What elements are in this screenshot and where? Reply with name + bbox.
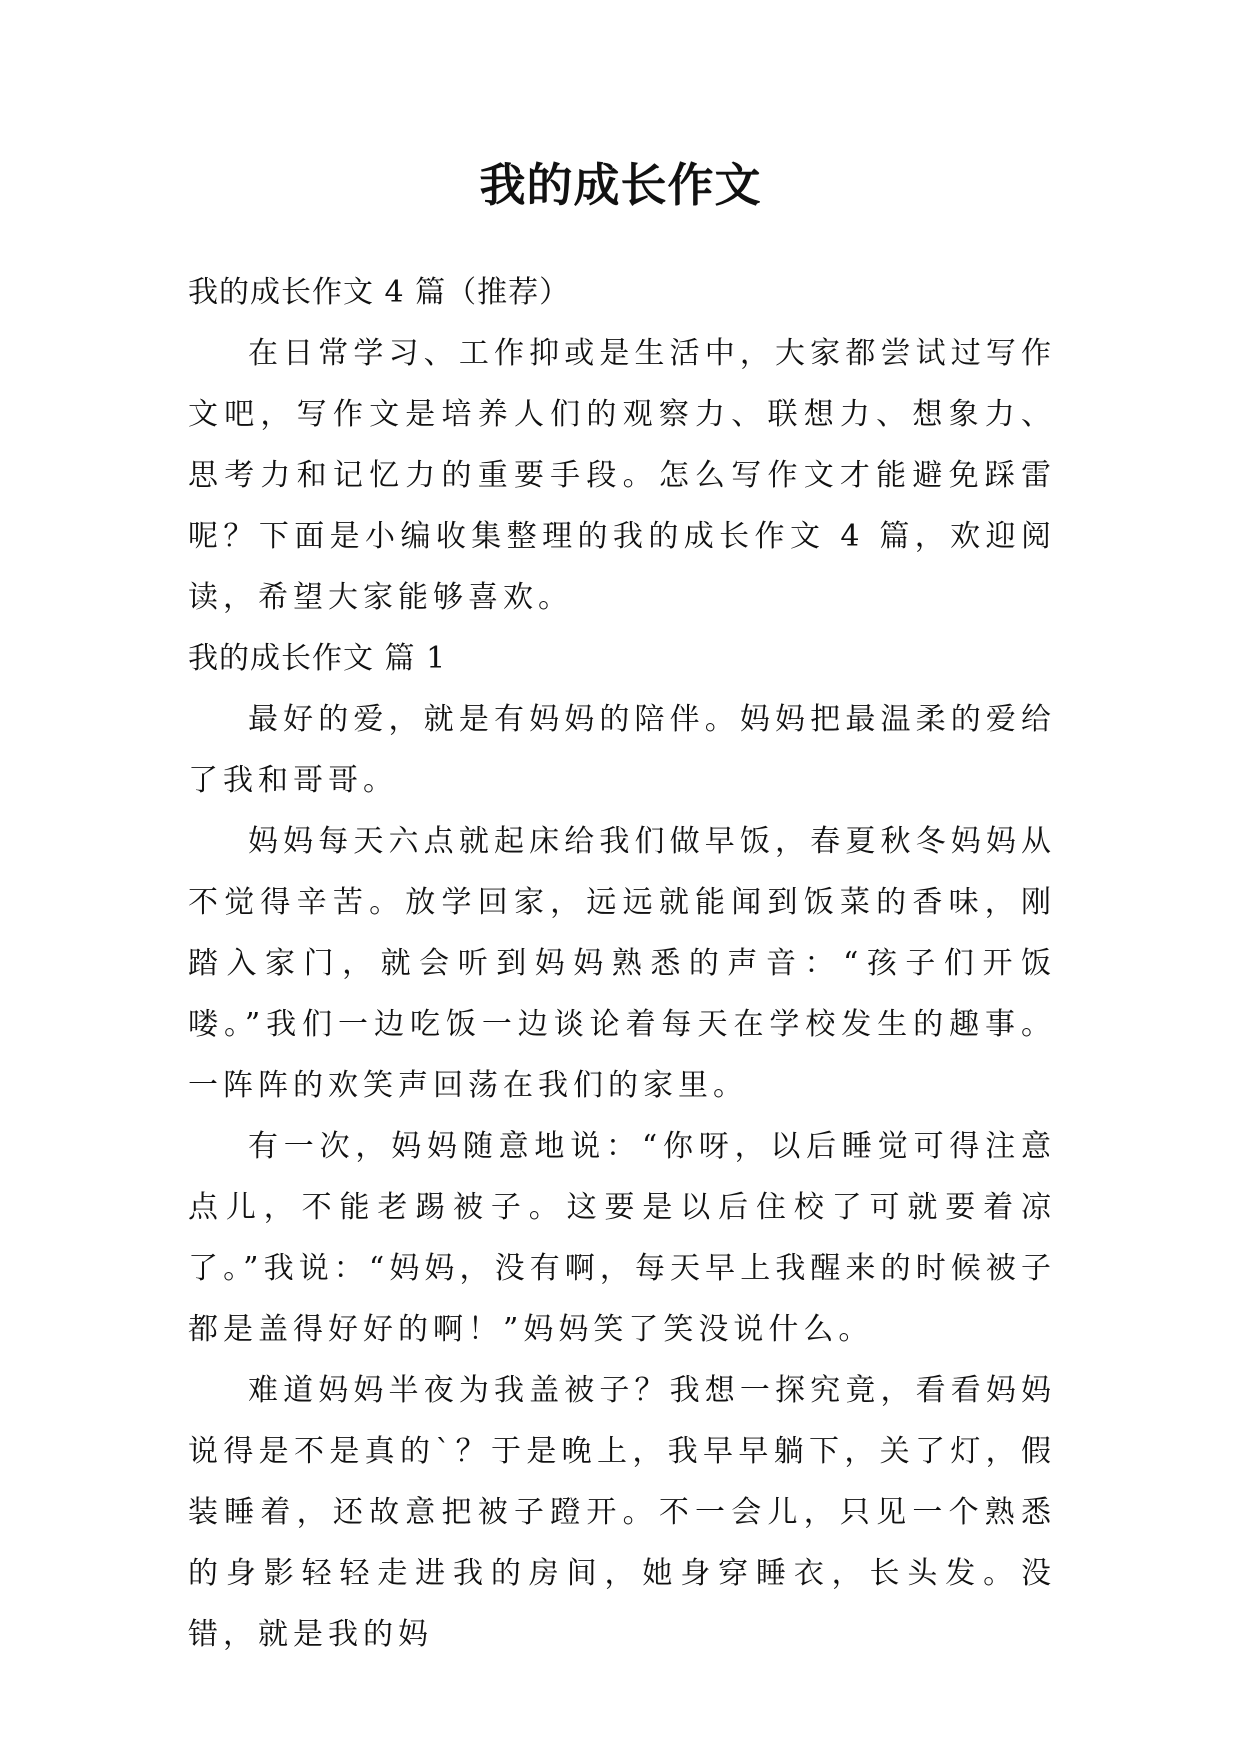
subtitle-heading: 我的成长作文 4 篇（推荐）: [188, 275, 571, 310]
body-paragraph: 有一次，妈妈随意地说：“你呀，以后睡觉可得注意点儿，不能老踢被子。这要是以后住校了可就要着凉了。”我说：“妈妈，没有啊，每天早上我醒来的时候被子都是盖得好好的啊！”妈妈笑了笑没说什么。: [188, 1129, 1056, 1347]
intro-paragraph: 在日常学习、工作抑或是生活中，大家都尝试过写作文吧，写作文是培养人们的观察力、联想力、想象力、思考力和记忆力的重要手段。怎么写作文才能避免踩雷呢？下面是小编收集整理的我的成长作文 4 篇，欢迎阅读，希望大家能够喜欢。: [188, 336, 1056, 615]
document-body: [188, 262, 1056, 1665]
body-paragraph: 难道妈妈半夜为我盖被子？我想一探究竟，看看妈妈说得是不是真的`？于是晚上，我早早躺下，关了灯，假装睡着，还故意把被子蹬开。不一会儿，只见一个熟悉的身影轻轻走进我的房间，她身穿睡衣，长头发。没错，就是我的妈: [188, 1373, 1056, 1652]
body-paragraph: 妈妈每天六点就起床给我们做早饭，春夏秋冬妈妈从不觉得辛苦。放学回家，远远就能闻到饭菜的香味，刚踏入家门，就会听到妈妈熟悉的声音：“孩子们开饭喽。”我们一边吃饭一边谈论着每天在学校发生的趣事。一阵阵的欢笑声回荡在我们的家里。: [188, 824, 1056, 1103]
body-paragraph: 最好的爱，就是有妈妈的陪伴。妈妈把最温柔的爱给了我和哥哥。: [188, 702, 1056, 798]
section-heading-1: 我的成长作文 篇 1: [188, 641, 447, 676]
document-title: 我的成长作文: [479, 158, 762, 212]
